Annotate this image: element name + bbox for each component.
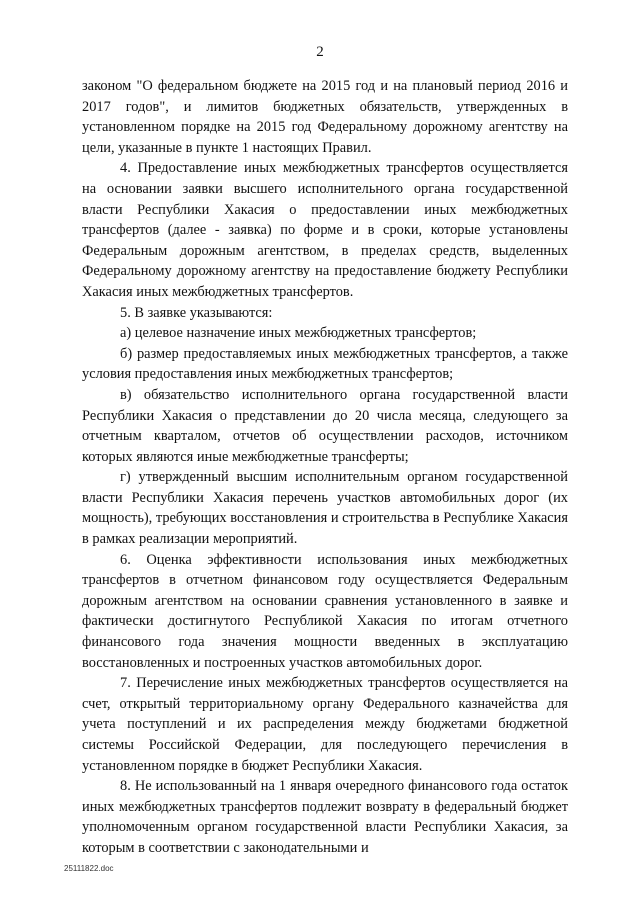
paragraph-item-6: 6. Оценка эффективности использования иных межбюджетных трансфертов в отчетном финансовом году осуществляется Федеральным дорожным агентством на основании сравнения установленного в заявке и фактически достигнутого Республикой Хакасия по итогам отчетного финансового года значения мощности введенных в эксплуатацию восстановленных и построенных участков автомобильных дорог. [82, 551, 568, 671]
paragraph-subitem-g: г) утвержденный высшим исполнительным органом государственной власти Республики Хакасия перечень участков автомобильных дорог (их мощность), требующих восстановления и строительства в Республике Хакасия в рамках реализации мероприятий. [82, 469, 568, 548]
paragraph-subitem-b: б) размер предоставляемых иных межбюджетных трансфертов, а также условия предоставления иных межбюджетных трансфертов; [82, 345, 568, 383]
paragraph-subitem-a: а) целевое назначение иных межбюджетных трансфертов; [120, 325, 477, 342]
page-number: 2 [316, 44, 324, 60]
document-body [82, 76, 568, 859]
paragraph-item-7: 7. Перечисление иных межбюджетных трансфертов осуществляется на счет, открытый территориальному органу Федерального казначейства для учета поступлений и их распределения между бюджетами бюджетной системы Российской Федерации, для последующего перечисления в установленном порядке в бюджет Республики Хакасия. [82, 675, 568, 774]
footer-filename: 25111822.doc [64, 864, 114, 873]
paragraph-item-8: 8. Не использованный на 1 января очередного финансового года остаток иных межбюджетных трансфертов подлежит возврату в федеральный бюджет уполномоченным органом государственной власти Республики Хакасия, за которым в соответствии с законодательными и [82, 778, 568, 856]
paragraph-continuation: законом "О федеральном бюджете на 2015 год и на плановый период 2016 и 2017 годов", и лимитов бюджетных обязательств, утвержденных в установленном порядке на 2015 год Федеральному дорожному агентству на цели, указанные в пункте 1 настоящих Правил. [82, 78, 568, 156]
paragraph-item-4: 4. Предоставление иных межбюджетных трансфертов осуществляется на основании заявки высшего исполнительного органа государственной власти Республики Хакасия о предоставлении иных межбюджетных трансфертов (далее - заявка) по форме и в сроки, которые установлены Федеральным дорожным агентством, в пределах средств, выделенных Федеральному дорожному агентству на предоставление бюджету Республики Хакасия иных межбюджетных трансфертов. [82, 160, 568, 300]
paragraph-subitem-v: в) обязательство исполнительного органа государственной власти Республики Хакасия о представлении до 20 числа месяца, следующего за отчетным кварталом, отчетов об осуществлении расходов, источником которых являются иные межбюджетные трансферты; [82, 386, 568, 465]
paragraph-item-5: 5. В заявке указываются: [120, 304, 273, 321]
